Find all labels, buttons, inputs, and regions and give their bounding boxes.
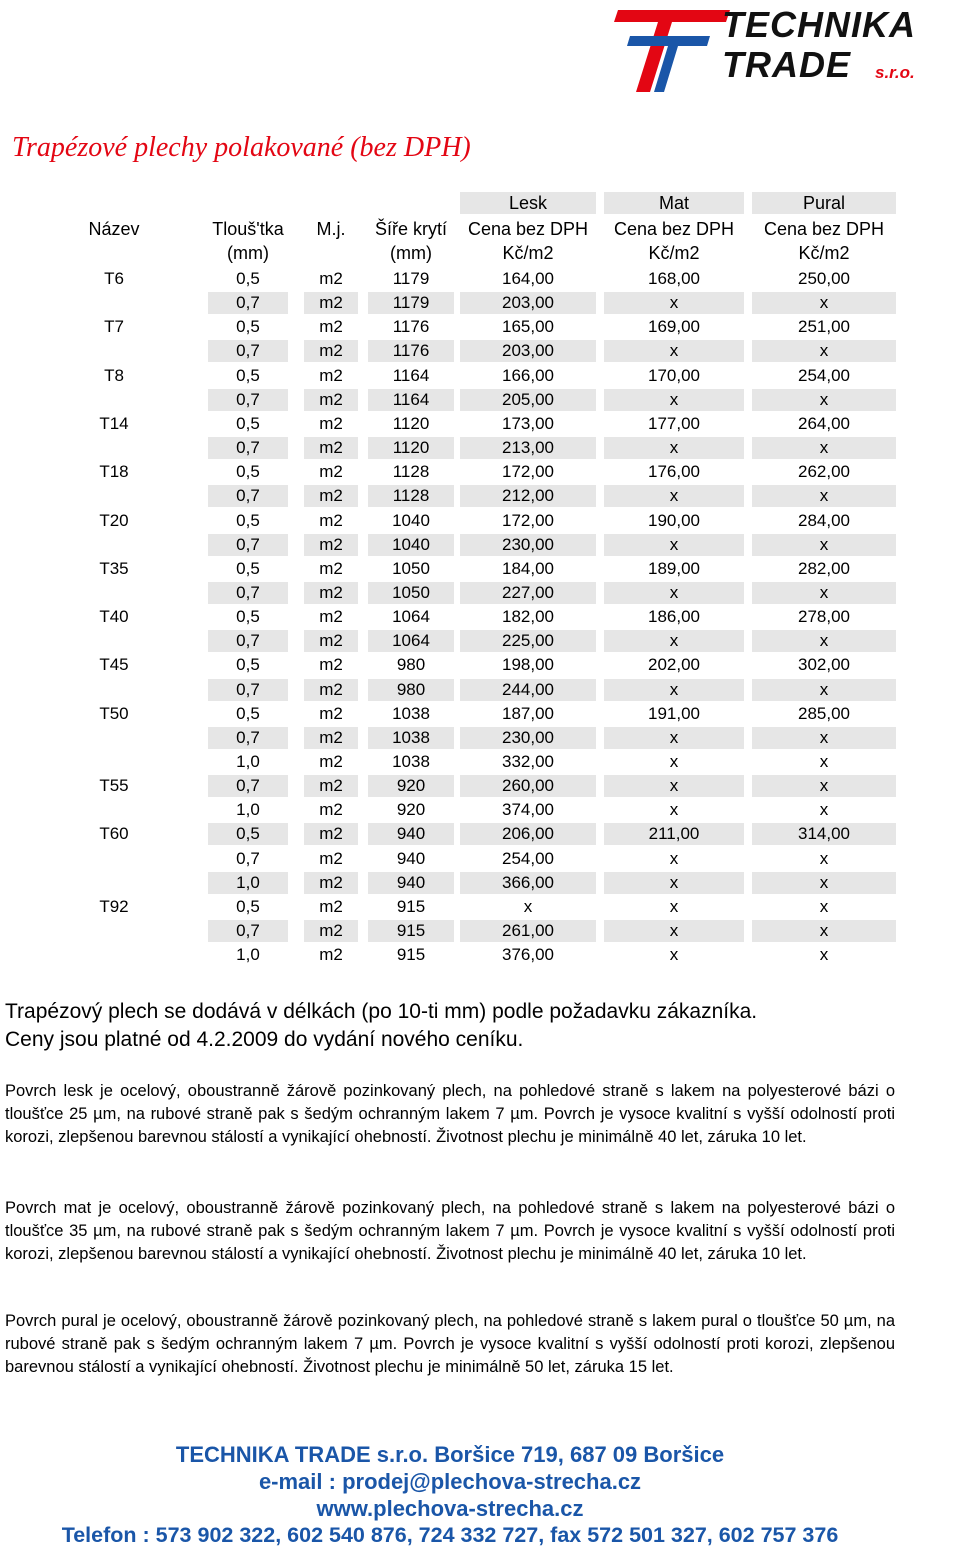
row-unit: m2	[319, 510, 343, 530]
row-price-lesk: 244,00	[460, 679, 596, 701]
row-price-lesk: 261,00	[460, 920, 596, 942]
row-name: T7	[104, 317, 124, 337]
row-unit: m2	[304, 292, 358, 314]
row-unit: m2	[319, 413, 343, 433]
row-price-lesk: 203,00	[460, 292, 596, 314]
row-price-lesk: 203,00	[460, 340, 596, 362]
row-thickness: 0,5	[236, 655, 260, 675]
row-width: 940	[368, 872, 454, 894]
footer-phone: Telefon : 573 902 322, 602 540 876, 724 332 727, fax 572 501 327, 602 757 376	[61, 1523, 839, 1547]
row-price-pural: x	[752, 340, 896, 362]
header-mat-unit: Kč/m2	[648, 243, 700, 263]
row-price-mat: x	[604, 630, 744, 652]
row-price-pural: x	[752, 775, 896, 797]
table-row	[8, 630, 898, 654]
row-price-lesk: 182,00	[502, 607, 554, 627]
row-thickness: 1,0	[208, 872, 288, 894]
table-row	[8, 413, 898, 437]
row-width: 1176	[392, 317, 430, 337]
row-name	[68, 630, 160, 652]
row-price-mat: x	[604, 340, 744, 362]
row-price-mat: x	[604, 872, 744, 894]
row-name: T8	[104, 365, 124, 385]
table-row	[8, 558, 898, 582]
table-row	[8, 751, 898, 775]
row-price-lesk: 172,00	[502, 462, 554, 482]
row-price-lesk: 230,00	[460, 534, 596, 556]
row-unit: m2	[304, 630, 358, 652]
row-price-lesk: 366,00	[460, 872, 596, 894]
table-row	[8, 727, 898, 751]
logo-line-trade: TRADE	[722, 44, 851, 85]
page-title: Trapézové plechy polakované (bez DPH)	[12, 132, 471, 163]
row-thickness: 0,5	[236, 703, 260, 723]
row-price-pural: x	[819, 896, 829, 916]
row-name: T14	[99, 413, 129, 433]
row-thickness: 0,5	[236, 413, 260, 433]
row-width: 915	[396, 896, 426, 916]
row-name	[68, 944, 160, 966]
table-row	[8, 944, 898, 968]
row-price-mat: x	[604, 485, 744, 507]
row-price-mat: x	[604, 582, 744, 604]
row-width: 1164	[392, 365, 430, 385]
table-row	[8, 534, 898, 558]
row-name	[68, 679, 160, 701]
delivery-note-line-1: Trapézový plech se dodává v délkách (po 10-ti mm) podle požadavku zákazníka.	[5, 1000, 758, 1023]
row-price-lesk: 205,00	[460, 389, 596, 411]
row-width: 1040	[392, 510, 430, 530]
table-row	[8, 340, 898, 364]
row-name: T18	[99, 462, 129, 482]
row-price-mat: x	[669, 848, 679, 868]
table-row	[8, 679, 898, 703]
row-price-pural: 262,00	[798, 462, 850, 482]
row-width: 1120	[392, 413, 430, 433]
table-row	[8, 703, 898, 727]
row-price-pural: x	[752, 485, 896, 507]
row-width: 1038	[392, 752, 430, 771]
paragraph-mat: Povrch mat je ocelový, oboustranně žárově pozinkovaný plech, na pohledové straně s lakem na polyesterové bázi o tloušťce 35 µm, na rubové straně pak s šedým ochranným lakem 7 µm. Povrch je vysoce kvalitní s vyšší odolností proti korozi, zlepšenou barevnou stálostí a vynikající ohebností. Životnost plechu je minimálně 40 let, záruka 10 let.	[5, 1199, 895, 1263]
row-price-pural: 251,00	[798, 317, 850, 337]
footer-email[interactable]: e-mail : prodej@plechova-strecha.cz	[258, 1469, 642, 1494]
row-price-mat: 186,00	[648, 607, 700, 627]
row-name	[68, 485, 160, 507]
row-thickness: 0,5	[236, 607, 260, 627]
row-name: T45	[99, 655, 129, 675]
row-unit: m2	[319, 800, 343, 820]
row-width: 915	[368, 920, 454, 942]
row-unit: m2	[319, 896, 343, 916]
row-name	[68, 582, 160, 604]
row-price-lesk: 254,00	[502, 848, 554, 868]
row-price-lesk: 225,00	[460, 630, 596, 652]
paragraph-lesk: Povrch lesk je ocelový, oboustranně žárově pozinkovaný plech, na pohledové straně s lakem na polyesterové bázi o tloušťce 25 µm, na rubové straně pak s šedým ochranným lakem 7 µm. Povrch je vysoce kvalitní s vyšší odolností proti korozi, zlepšenou barevnou stálostí a vynikající ohebností. Životnost plechu je minimálně 40 let, záruka 10 let.	[5, 1082, 895, 1146]
delivery-note	[5, 998, 757, 1054]
column-header-row	[8, 218, 898, 268]
table-row	[8, 654, 898, 678]
row-price-mat: x	[604, 534, 744, 556]
table-row	[8, 437, 898, 461]
paragraph-pural: Povrch pural je ocelový, oboustranně žárově pozinkovaný plech, na pohledové straně s lakem pural o tloušťce 50 µm, na rubové straně pak s šedým ochranným lakem 7 µm. Povrch je vysoce kvalitní s vyšší odolností proti korozi, zlepšenou barevnou stálostí a vynikající ohebností. Životnost plechu je minimálně 50 let, záruka 15 let.	[5, 1312, 895, 1376]
row-unit: m2	[304, 534, 358, 556]
row-name	[68, 292, 160, 314]
row-price-pural: 282,00	[798, 558, 850, 578]
row-name	[68, 389, 160, 411]
row-price-mat: x	[669, 800, 679, 820]
row-price-mat: 168,00	[648, 269, 700, 288]
row-price-pural: 284,00	[798, 510, 850, 530]
row-thickness: 0,7	[208, 775, 288, 797]
row-unit: m2	[319, 558, 343, 578]
table-row	[8, 775, 898, 799]
row-price-lesk: x	[523, 896, 533, 916]
row-width: 1120	[368, 437, 454, 459]
row-thickness: 0,7	[208, 389, 288, 411]
header-thickness: Tlouš'tka	[212, 219, 284, 239]
row-width: 1128	[392, 462, 430, 482]
row-width: 980	[368, 679, 454, 701]
row-width: 1050	[392, 558, 430, 578]
table-row	[8, 872, 898, 896]
company-logo	[610, 0, 955, 95]
row-price-pural: x	[819, 752, 829, 771]
row-name: T50	[99, 703, 129, 723]
row-name: T6	[104, 269, 124, 288]
row-name: T55	[99, 776, 129, 796]
row-thickness: 0,7	[208, 582, 288, 604]
header-width: Šíře krytí	[374, 219, 447, 239]
row-thickness: 0,7	[208, 727, 288, 749]
row-width: 915	[396, 945, 426, 965]
row-price-lesk: 376,00	[502, 945, 554, 965]
row-unit: m2	[319, 945, 343, 965]
row-price-lesk: 206,00	[460, 823, 596, 845]
table-row	[8, 848, 898, 872]
row-price-pural: x	[752, 582, 896, 604]
row-unit: m2	[319, 317, 343, 337]
footer-address: TECHNIKA TRADE s.r.o. Boršice 719, 687 09 Boršice	[175, 1442, 725, 1467]
table-row	[8, 799, 898, 823]
row-price-lesk: 198,00	[502, 655, 554, 675]
logo-line-technika: TECHNIKA	[722, 4, 916, 45]
row-price-pural: 285,00	[798, 703, 850, 723]
footer-web[interactable]: www.plechova-strecha.cz	[316, 1496, 584, 1521]
row-price-pural: x	[752, 872, 896, 894]
row-price-mat: 202,00	[648, 655, 700, 675]
row-unit: m2	[304, 340, 358, 362]
row-price-pural: x	[752, 727, 896, 749]
row-price-mat: x	[604, 727, 744, 749]
row-price-pural: x	[819, 800, 829, 820]
row-unit: m2	[304, 920, 358, 942]
row-width: 1040	[368, 534, 454, 556]
row-unit: m2	[304, 389, 358, 411]
row-price-mat: 191,00	[648, 703, 700, 723]
row-unit: m2	[304, 775, 358, 797]
row-thickness: 0,7	[236, 848, 260, 868]
header-mat-price: Cena bez DPH	[613, 219, 735, 239]
row-price-mat: x	[604, 679, 744, 701]
row-price-lesk: 227,00	[460, 582, 596, 604]
group-header-mat: Mat	[604, 192, 744, 214]
row-thickness: 0,7	[208, 292, 288, 314]
header-thickness-unit: (mm)	[227, 243, 269, 263]
row-width: 1164	[368, 389, 454, 411]
row-unit: m2	[304, 437, 358, 459]
row-width: 1038	[392, 703, 430, 723]
logo-sro: s.r.o.	[875, 63, 915, 82]
row-price-lesk: 213,00	[460, 437, 596, 459]
row-price-pural: 264,00	[798, 413, 850, 433]
row-price-pural: 254,00	[798, 365, 850, 385]
row-price-lesk: 165,00	[502, 317, 554, 337]
row-thickness: 0,7	[208, 920, 288, 942]
table-row	[8, 389, 898, 413]
row-price-pural: x	[752, 534, 896, 556]
row-price-lesk: 332,00	[502, 752, 554, 771]
row-name: T60	[99, 824, 129, 844]
row-unit: m2	[304, 872, 358, 894]
row-thickness: 0,5	[236, 896, 260, 916]
row-price-lesk: 187,00	[502, 703, 554, 723]
table-row	[8, 896, 898, 920]
row-price-lesk: 230,00	[460, 727, 596, 749]
row-width: 980	[396, 655, 426, 675]
row-width: 1064	[368, 630, 454, 652]
row-thickness: 0,7	[208, 485, 288, 507]
row-name	[68, 437, 160, 459]
row-price-mat: x	[669, 945, 679, 965]
row-price-pural: x	[752, 389, 896, 411]
row-name	[68, 534, 160, 556]
row-price-pural: x	[752, 679, 896, 701]
row-thickness: 0,5	[208, 823, 288, 845]
row-name: T35	[99, 558, 129, 578]
table-row	[8, 365, 898, 389]
row-thickness: 0,7	[208, 630, 288, 652]
row-unit: m2	[304, 485, 358, 507]
row-width: 1050	[368, 582, 454, 604]
row-thickness: 1,0	[236, 800, 260, 820]
row-price-lesk: 260,00	[460, 775, 596, 797]
row-price-mat: 169,00	[648, 317, 700, 337]
row-unit: m2	[319, 848, 343, 868]
row-name	[68, 920, 160, 942]
row-width: 1038	[368, 727, 454, 749]
row-width: 920	[396, 800, 426, 820]
row-price-lesk: 184,00	[502, 558, 554, 578]
row-width: 1179	[368, 292, 454, 314]
row-unit: m2	[319, 269, 343, 288]
row-price-mat: 189,00	[648, 558, 700, 578]
row-name	[68, 799, 160, 821]
row-unit: m2	[304, 823, 358, 845]
row-price-mat: x	[604, 775, 744, 797]
row-price-lesk: 212,00	[460, 485, 596, 507]
row-unit: m2	[304, 727, 358, 749]
header-unit: M.j.	[316, 219, 346, 239]
row-price-pural: x	[752, 292, 896, 314]
row-thickness: 0,7	[208, 534, 288, 556]
group-header-row	[8, 192, 898, 216]
row-name: T20	[99, 510, 129, 530]
row-price-lesk: 173,00	[502, 413, 554, 433]
header-lesk-price: Cena bez DPH	[467, 219, 589, 239]
header-width-unit: (mm)	[390, 243, 432, 263]
row-thickness: 0,5	[236, 269, 260, 288]
row-price-mat: 170,00	[648, 365, 700, 385]
row-price-mat: 177,00	[648, 413, 700, 433]
row-thickness: 0,5	[236, 558, 260, 578]
group-header-lesk: Lesk	[460, 192, 596, 214]
row-thickness: 0,5	[236, 462, 260, 482]
row-width: 1128	[368, 485, 454, 507]
row-unit: m2	[319, 607, 343, 627]
row-thickness: 1,0	[236, 945, 260, 965]
row-unit: m2	[319, 655, 343, 675]
table-row	[8, 316, 898, 340]
row-price-lesk: 164,00	[502, 269, 554, 288]
row-thickness: 0,5	[236, 317, 260, 337]
row-price-pural: x	[819, 848, 829, 868]
row-unit: m2	[319, 365, 343, 385]
row-thickness: 0,5	[236, 510, 260, 530]
table-row	[8, 292, 898, 316]
row-unit: m2	[319, 462, 343, 482]
row-thickness: 0,7	[208, 437, 288, 459]
row-name	[68, 872, 160, 894]
row-width: 1176	[368, 340, 454, 362]
row-unit: m2	[319, 703, 343, 723]
row-price-mat: x	[604, 920, 744, 942]
row-thickness: 0,7	[208, 679, 288, 701]
row-price-pural: 278,00	[798, 607, 850, 627]
table-row	[8, 823, 898, 847]
row-price-lesk: 172,00	[502, 510, 554, 530]
row-unit: m2	[319, 752, 343, 771]
row-price-pural: x	[752, 437, 896, 459]
row-price-mat: 190,00	[648, 510, 700, 530]
row-price-pural: x	[819, 945, 829, 965]
row-name	[68, 751, 160, 773]
table-row	[8, 510, 898, 534]
header-pural-price: Cena bez DPH	[763, 219, 885, 239]
row-price-mat: x	[604, 389, 744, 411]
row-width: 940	[396, 848, 426, 868]
row-thickness: 1,0	[236, 752, 260, 771]
header-name: Název	[88, 219, 140, 239]
row-name	[68, 727, 160, 749]
row-width: 920	[368, 775, 454, 797]
row-price-mat: x	[604, 292, 744, 314]
row-unit: m2	[304, 582, 358, 604]
row-price-mat: 176,00	[648, 462, 700, 482]
row-price-pural: x	[752, 630, 896, 652]
row-price-pural: 314,00	[752, 823, 896, 845]
row-price-pural: 250,00	[798, 269, 850, 288]
row-width: 1179	[392, 269, 430, 288]
row-price-lesk: 374,00	[502, 800, 554, 820]
row-price-lesk: 166,00	[502, 365, 554, 385]
row-price-pural: x	[752, 920, 896, 942]
row-price-mat: x	[669, 752, 679, 771]
table-row	[8, 920, 898, 944]
row-width: 940	[368, 823, 454, 845]
header-lesk-unit: Kč/m2	[502, 243, 554, 263]
table-row	[8, 461, 898, 485]
row-thickness: 0,7	[208, 340, 288, 362]
row-price-pural: 302,00	[798, 655, 850, 675]
row-width: 1064	[392, 607, 430, 627]
row-name: T92	[99, 896, 129, 916]
row-unit: m2	[304, 679, 358, 701]
row-price-mat: 211,00	[604, 823, 744, 845]
row-thickness: 0,5	[236, 365, 260, 385]
delivery-note-line-2: Ceny jsou platné od 4.2.2009 do vydání nového ceníku.	[5, 1028, 524, 1051]
table-row	[8, 485, 898, 509]
row-name: T40	[99, 607, 129, 627]
tt-logo-icon	[610, 0, 730, 95]
row-name	[68, 848, 160, 870]
row-price-mat: x	[604, 437, 744, 459]
table-row	[8, 582, 898, 606]
group-header-pural: Pural	[752, 192, 896, 214]
row-name	[68, 340, 160, 362]
table-row	[8, 268, 898, 292]
row-price-mat: x	[669, 896, 679, 916]
table-row	[8, 606, 898, 630]
header-pural-unit: Kč/m2	[798, 243, 850, 263]
